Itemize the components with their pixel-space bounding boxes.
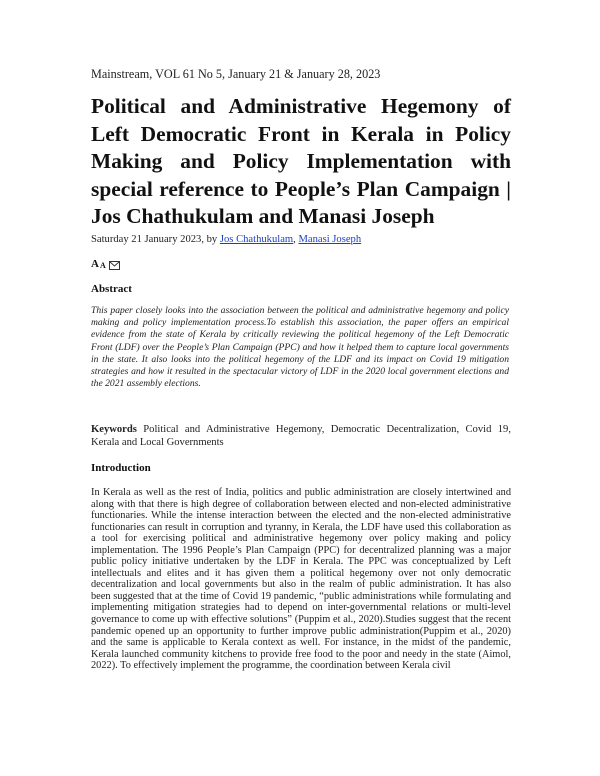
- date-prefix: Saturday 21 January 2023, by: [91, 234, 220, 245]
- introduction-text: In Kerala as well as the rest of India, politics and public administration are closely intertwined and along with that there is high degree of collaboration between elected and non-elected administrative functionaries. While the intense interaction between the elected and the non-elected administrative functionaries can result in corruption and tyranny, in Kerala, the LDF have used this collaboration as a tool for exercising political and administrative hegemony over policy making and policy implementation. The 1996 People’s Plan Campaign (PPC) for decentralized planning was a major public policy initiative undertaken by the LDF in Kerala. The PPC was conceptualized by Left intellectuals and elites and it has given them a political hegemony over not only democratic decentralization and local governments but also in the realm of public administration. It has also been suggested that at the time of Covid 19 pandemic, “public administrations while formulating and implementing mitigation strategies had to depend on inter-governmental relations or multi-level governance to come up with effective solutions” (Puppim et al., 2020).Studies suggest that the recent pandemic opened up an opportunity to further improve public administration(Puppim et al., 2020) and the same is applicable to Kerala context as well. For instance, in the midst of the pandemic, Kerala launched community kitchens to provide free food to the poor and needy in the state (Aimol, 2022). To effectively implement the programme, the coordination between Kerala civil: [91, 487, 511, 672]
- font-decrease-button[interactable]: A: [99, 261, 106, 270]
- email-icon[interactable]: [109, 261, 120, 270]
- introduction-heading: Introduction: [91, 462, 151, 474]
- article-title: Political and Administrative Hegemony of Left Democratic Front in Kerala in Policy Making and Policy Implementation with special reference to People’s Plan Campaign | Jos Chathukulam and Manasi Joseph: [91, 94, 511, 228]
- font-size-controls: [91, 258, 120, 270]
- abstract-heading: Abstract: [91, 283, 132, 295]
- author-link-manasi-joseph[interactable]: Manasi Joseph: [298, 234, 362, 245]
- author-separator: ,: [293, 234, 299, 245]
- font-increase-button[interactable]: A: [91, 258, 99, 270]
- author-link-jos-chathukulam[interactable]: Jos Chathukulam: [219, 234, 294, 245]
- keywords: [91, 423, 511, 449]
- masthead: Mainstream, VOL 61 No 5, January 21 & January 28, 2023: [91, 67, 381, 81]
- keywords-text: Political and Administrative Hegemony, Democratic Decentralization, Covid 19, Kerala and Local Governments: [91, 424, 511, 448]
- abstract-text: This paper closely looks into the association between the political and administrative hegemony and policy making and policy implementation process.To establish this association, the paper offers an empirical evidence from the state of Kerala by critically reviewing the political hegemony of the Left Democratic Front (LDF) over the People’s Plan Campaign (PPC) and how it helped them to capture local governments in the state. It also looks into the political hegemony of the LDF and its impact on Covid 19 mitigation strategies and how it resulted in the spectacular victory of LDF in the 2020 local government elections and the 2021 assembly elections.: [91, 305, 509, 390]
- keywords-label: Keywords: [91, 424, 137, 435]
- dateline: [91, 234, 361, 245]
